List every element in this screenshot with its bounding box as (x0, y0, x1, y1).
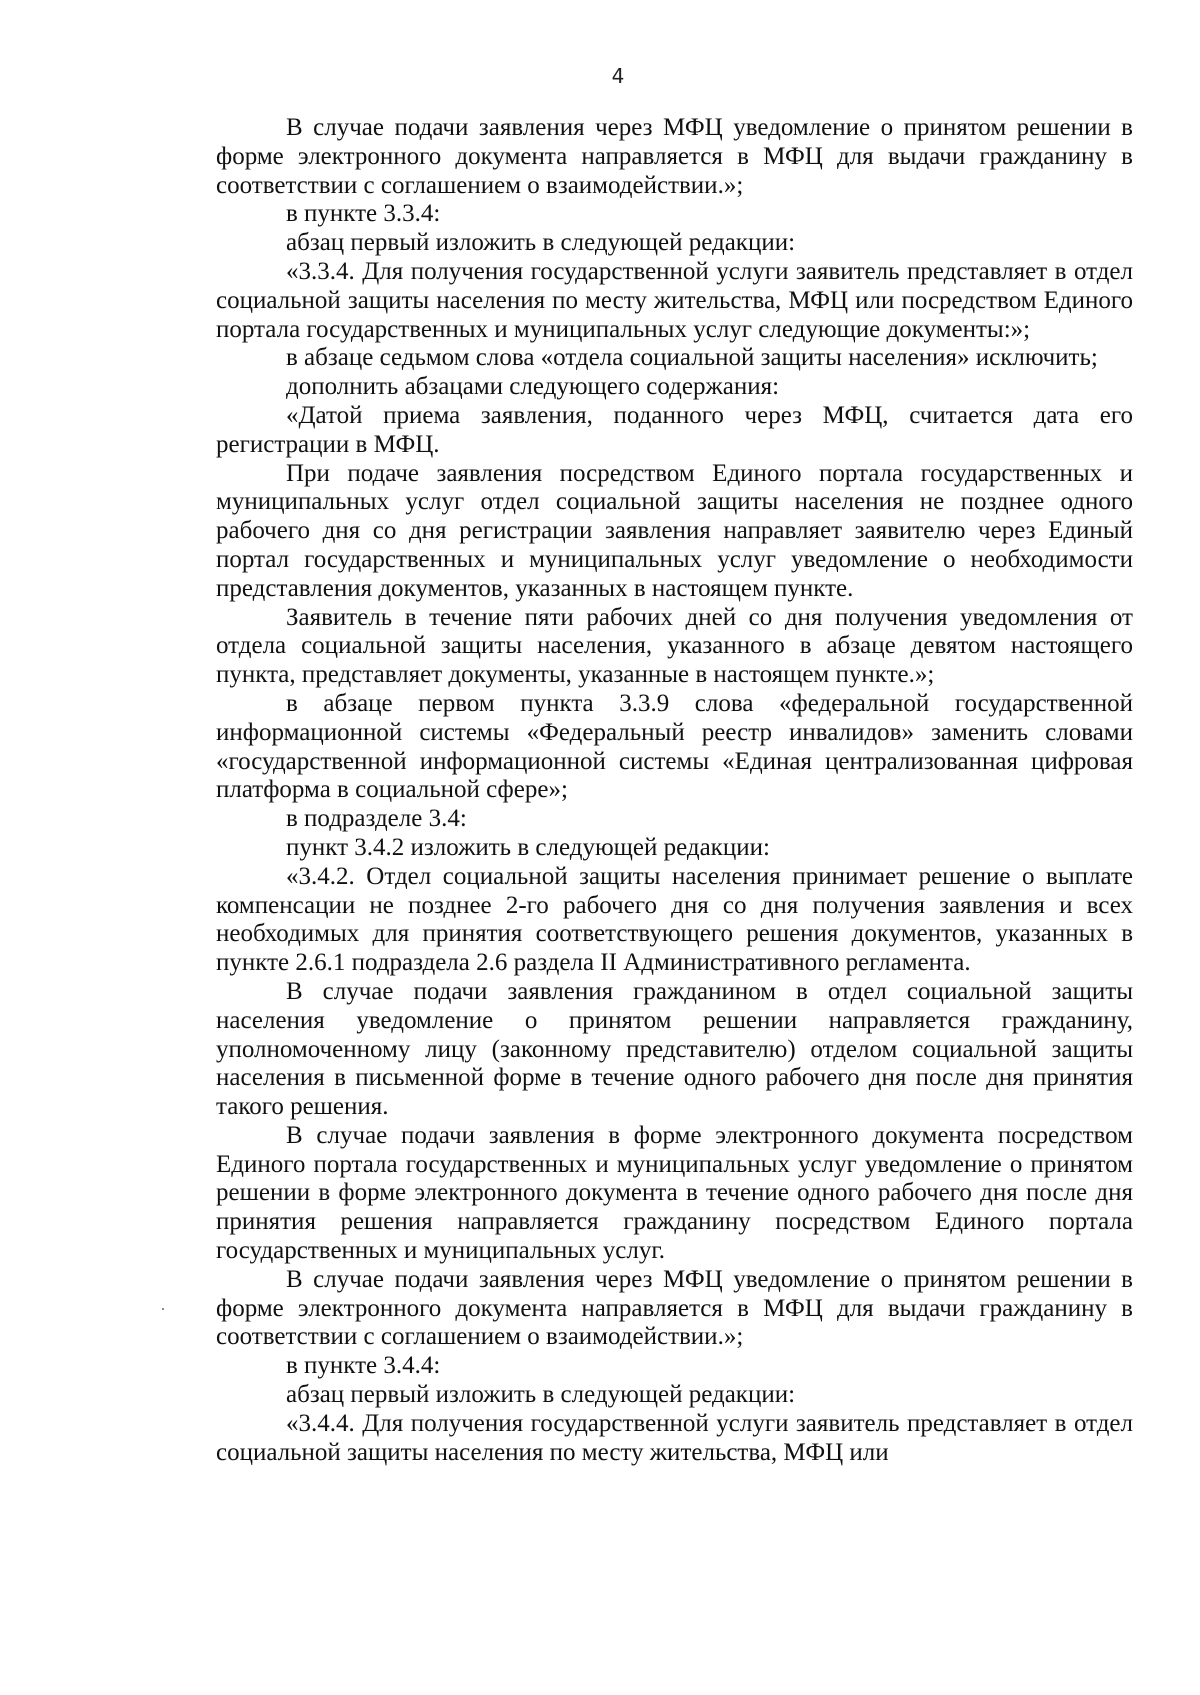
paragraph: абзац первый изложить в следующей редакции: (286, 229, 796, 257)
paragraph: В случае подачи заявления через МФЦ уведомление о принятом решении в форме электронного документа направляется в МФЦ для выдачи гражданину в соответствии с соглашением о взаимодействии.»; (216, 114, 1133, 199)
paragraph: «3.3.4. Для получения государственной услуги заявитель представляет в отдел социальной защиты населения по месту жительства, МФЦ или посредством Единого портала государственных и муниципальных услуг следующие документы:»; (216, 257, 1133, 343)
scan-speck (162, 1308, 164, 1310)
paragraph: в пункте 3.3.4: (286, 200, 441, 228)
paragraph: «3.4.2. Отдел социальной защиты населения принимает решение о выплате компенсации не позднее 2-го рабочего дня со дня получения заявления и всех необходимых для принятия соответствующего решения документов, указанных в пункте 2.6.1 подраздела 2.6 раздела II Административного регламента. (216, 862, 1133, 977)
document-body (216, 114, 1133, 1467)
paragraph: В случае подачи заявления через МФЦ уведомление о принятом решении в форме электронного документа направляется в МФЦ для выдачи гражданину в соответствии с соглашением о взаимодействии.»; (216, 1265, 1133, 1351)
paragraph: в пункте 3.4.4: (286, 1352, 441, 1380)
paragraph: пункт 3.4.2 изложить в следующей редакции: (286, 833, 770, 861)
paragraph: «Датой приема заявления, поданного через МФЦ, считается дата его регистрации в МФЦ. (216, 401, 1133, 458)
paragraph: в абзаце первом пункта 3.3.9 слова «федеральной государственной информационной системы «Федеральный реестр инвалидов» заменить словами «государственной информационной системы «Единая централизованная цифровая платформа в социальной сфере»; (216, 689, 1133, 804)
paragraph: В случае подачи заявления в форме электронного документа посредством Единого портала государственных и муниципальных услуг уведомление о принятом решении в форме электронного документа в течение одного рабочего дня после дня принятия решения направляется гражданину посредством Единого портала государственных и муниципальных услуг. (216, 1121, 1133, 1265)
page-number: 4 (611, 64, 625, 88)
paragraph: абзац первый изложить в следующей редакции: (286, 1381, 796, 1409)
paragraph: в подразделе 3.4: (286, 805, 467, 833)
paragraph: Заявитель в течение пяти рабочих дней со дня получения уведомления от отдела социальной защиты населения, указанного в абзаце девятом настоящего пункта, представляет документы, указанные в настоящем пункте.»; (216, 603, 1133, 689)
paragraph: «3.4.4. Для получения государственной услуги заявитель представляет в отдел социальной защиты населения по месту жительства, МФЦ или (216, 1409, 1133, 1466)
paragraph: При подаче заявления посредством Единого портала государственных и муниципальных услуг отдел социальной защиты населения не позднее одного рабочего дня со дня регистрации заявления направляет заявителю через Единый портал государственных и муниципальных услуг уведомление о необходимости представления документов, указанных в настоящем пункте. (216, 459, 1133, 602)
paragraph: дополнить абзацами следующего содержания: (286, 373, 780, 401)
paragraph: В случае подачи заявления гражданином в отдел социальной защиты населения уведомление о принятом решении направляется гражданину, уполномоченному лицу (законному представителю) отделом социальной защиты населения в письменной форме в течение одного рабочего дня после дня принятия такого решения. (216, 977, 1133, 1121)
paragraph: в абзаце седьмом слова «отдела социальной защиты населения» исключить; (286, 344, 1098, 372)
